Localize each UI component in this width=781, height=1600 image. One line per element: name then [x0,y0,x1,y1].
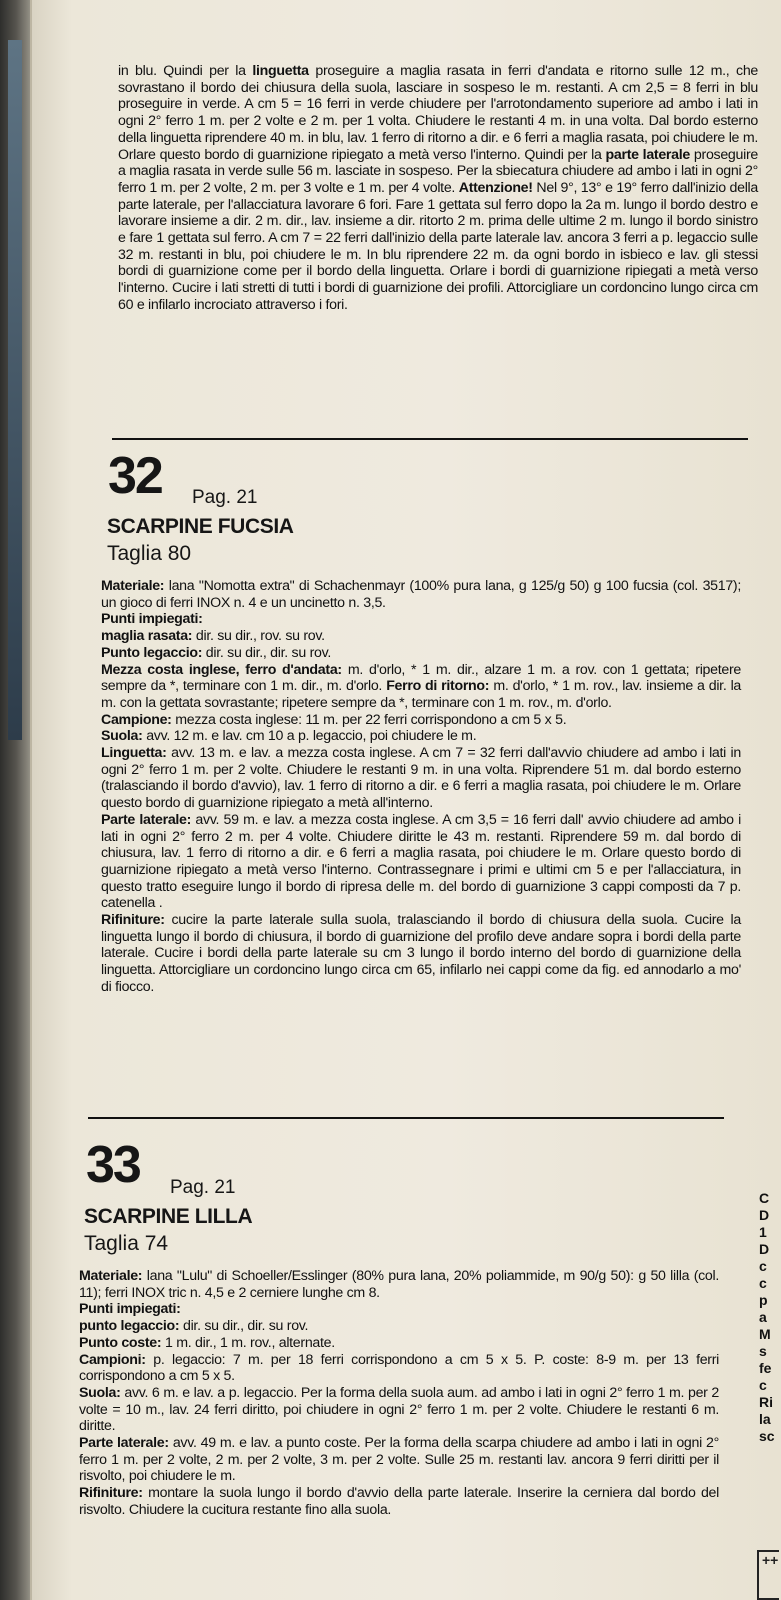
bold-label: Parte laterale: [79,1435,169,1452]
text-run: m. d'orlo, * 1 m. dir., alzare 1 m. a rov. con 1 gettata; ripetere sempre da *, terminare con 1 m. dir., m. d'orlo. [101,661,741,695]
margin-fragment: a [759,1309,767,1325]
bold-label: Campione: [101,711,172,728]
bold-label: Attenzione! [458,179,533,196]
bold-label: Suola: [79,1384,121,1401]
section-33-size: Taglia 74 [84,1232,169,1255]
paragraph [79,1268,719,1301]
text-run: avv. 13 m. e lav. a mezza costa inglese. A cm 7 = 32 ferri dall'avvio chiudere ad ambo i lati in ogni 2° ferro 1 m. per 2 volte. Chiudere le restanti 9 m. in una volta. Riprendere 51 m. dal bordo esterno (tralasciando il bordo d'avvio), lav. 1 ferro di ritorno a dir. e 6 ferri a maglia rasata, poi chiudere le m. Orlare questo bordo di guarnizione ripiegato a metà all'interno. [101,745,741,812]
section-32-title: SCARPINE FUCSIA [107,515,294,538]
text-run: mezza costa inglese: 11 m. per 22 ferri corrispondono a cm 5 x 5. [171,711,567,728]
margin-fragment: fe [759,1360,772,1376]
margin-fragment: s [759,1343,767,1359]
text-run: avv. 6 m. e lav. a p. legaccio. Per la forma della suola aum. ad ambo i lati in ogni 2° ferro 1 m. per 2 volte = 10 m., lav. 24 ferri diritto, poi chiudere in ogni 2° ferro 1 m. per 2 volte. Chiudere le restanti 6 m. diritte. [79,1384,719,1435]
paragraph [101,912,741,996]
margin-fragment: c [759,1275,767,1291]
paragraph [101,812,741,912]
text-run: cucire la parte laterale sulla suola, tralasciando il bordo di chiusura della suola. Cucire la linguetta lungo il bordo di chiusura, il bordo di guarnizione del profilo deve andare sopra i bordi della parte laterale. Cucire i bordi della parte laterale su cm 3 lungo il bordo interno del bordo di guarnizione della linguetta. Attorcigliare un cordoncino lungo circa cm 65, infilarlo nei cappi come da fig. ed annodarlo a mo' di fiocco. [101,912,741,995]
paragraph [101,728,741,745]
bold-label: Punti impiegati: [79,1301,181,1318]
bold-label: linguetta [252,63,309,79]
margin-fragment: D [759,1207,770,1223]
margin-fragment: la [759,1411,771,1427]
text-run: dir. su dir., dir. su rov. [179,1318,309,1335]
margin-fragment: c [759,1377,767,1393]
paragraph [118,63,758,314]
paragraph [101,662,741,712]
section-33-title: SCARPINE LILLA [84,1205,253,1228]
bold-label: Materiale: [79,1268,143,1284]
section-32-number: 32 [108,447,162,505]
text-run: lana "Nomotta extra" di Schachenmayr (100% pura lana, g 125/g 50) g 100 fucsia (col. 3517); un gioco di ferri INOX n. 4 e un uncinetto n. 3,5. [101,578,741,611]
margin-fragment: 1 [759,1224,767,1240]
text-run: m. d'orlo, * 1 m. rov., lav. insieme a dir. la m. con la gettata sovrastante; ripetere sempre da *, terminare con 1 m. rov., m. d'orlo. [101,678,742,711]
paragraph [101,645,741,662]
paragraph [101,712,741,729]
bold-label: Suola: [101,728,143,745]
text-run: dir. su dir., dir. su rov. [202,644,331,661]
paragraph [101,628,741,645]
paragraph [101,745,741,812]
corner-symbol: ++ [757,1550,779,1600]
bold-label: Campioni: [79,1351,146,1368]
text-run: lana "Lulu" di Schoeller/Esslinger (80% pura lana, 20% poliammide, m 90/g 50): g 50 lilla (col. 11); ferri INOX tric n. 4,5 e 2 cerniere lunghe cm 8. [79,1268,719,1301]
right-margin-fragments [759,1190,775,1445]
section-32-page-ref: Pag. 21 [192,487,258,508]
margin-fragment: sc [759,1428,775,1444]
text-run: proseguire a maglia rasata in ferri d'andata e ritorno sulle 12 m., che sovrastano il bordo dei chiusura della suola, lasciare in sospeso le m. restanti. A cm 2,5 = 8 ferri in blu proseguire in verde. A cm 5 = 16 ferri in verde chiudere per l'arrotondamento superiore ad ambo i lati in ogni 2° ferro 1 m. per 2 volte e 2 m. per 1 volta. Chiudere le restanti 4 m. in una volta. Dal bordo esterno della linguetta riprendere 40 m. in blu, lav. 1 ferro di ritorno a dir. e 6 ferri a maglia rasata, poi chiudere le m. Orlare questo bordo di guarnizione ripiegato a metà verso l'interno. Quindi per la [118,63,759,163]
text-run: montare la suola lungo il bordo d'avvio della parte laterale. Inserire la cerniera dal bordo del risvolto. Chiudere la cucitura restante fino alla suola. [79,1485,719,1518]
text-run: p. legaccio: 7 m. per 18 ferri corrispondono a cm 5 x 5. P. coste: 8-9 m. per 13 ferri corrispondono a cm 5 x 5. [79,1351,719,1385]
paragraph [79,1385,719,1435]
bold-label: Punto coste: [79,1334,162,1351]
paragraph [79,1335,719,1352]
margin-fragment: c [759,1258,767,1274]
margin-fragment: C [759,1190,770,1206]
bold-label: Parte laterale: [101,811,192,828]
margin-fragment: p [759,1292,768,1308]
text-run: Nel 9°, 13° e 19° ferro dall'inizio della parte laterale, per l'allacciatura lavorare 6 fori. Fare 1 gettata sul ferro dopo la 2a m. lungo il bordo destro e lavorare insieme a dir. 2 m. dir., lav. insieme a dir. ritorto 2 m. prima delle ultime 2 m. lungo il bordo sinistro e fare 1 gettata sul ferro. A cm 7 = 22 ferri dall'inizio della parte laterale lav. ancora 3 ferri a p. legaccio sulle 32 m. restanti in blu, poi chiudere le m. In blu riprendere 22 m. da ogni bordo in isbieco e lav. gli stessi bordi di guarnizione come per il bordo della linguetta. Orlare i bordi di guarnizione ripiegati a metà verso l'interno. Cucire i lati stretti di tutti i bordi di guarnizione dei profili. Attorcigliare un cordoncino lungo circa cm 60 e infilarlo incrociato attraverso i fori. [118,179,758,313]
bold-label: Mezza costa inglese, ferro d'andata: [101,661,342,678]
text-run: avv. 12 m. e lav. cm 10 a p. legaccio, poi chiudere le m. [142,728,477,745]
section-33-number: 33 [86,1136,140,1194]
bold-label: Materiale: [101,578,165,594]
bold-label: Rifiniture: [79,1485,143,1502]
top-section-text [118,63,758,314]
text-run: in blu. Quindi per la [118,63,253,79]
text-run: avv. 49 m. e lav. a punto coste. Per la forma della scarpa chiudere ad ambo i lati in ogni 2° ferro 1 m. per 2 volte, 2 m. per 2 volte, 3 m. per 2 volte. Sulle 25 m. restanti lav. ancora 9 ferri diritti per il risvolto, poi chiudere le m. [79,1435,719,1485]
paragraph [79,1301,719,1318]
paragraph [79,1352,719,1385]
paragraph [79,1318,719,1335]
bold-label: maglia rasata: [101,628,193,645]
text-run: 1 m. dir., 1 m. rov., alternate. [161,1334,335,1351]
paragraph [79,1485,719,1518]
section-32-size: Taglia 80 [107,542,192,565]
bold-label: Punti impiegati: [101,611,203,628]
margin-fragment: M [759,1326,771,1342]
section-33-body [79,1268,719,1519]
paragraph [101,578,741,611]
margin-fragment: D [759,1241,770,1257]
section-32-body [101,578,741,996]
section-divider [88,1117,724,1119]
text-run: proseguire a maglia rasata in verde sulle 56 m. lasciate in sospeso. Per la sbiecatura chiudere ad ambo i lati in ogni 2° ferro 1 m. per 2 volte, 2 m. per 3 volte e 1 m. per 4 volte. [118,146,758,196]
adjacent-page-edge [8,40,22,740]
bold-label: parte laterale [605,146,690,163]
text-run: dir. su dir., rov. su rov. [192,628,325,645]
text-run: avv. 59 m. e lav. a mezza costa inglese. A cm 3,5 = 16 ferri dall' avvio chiudere ad ambo i lati in ogni 2° ferro 2 m. per 4 volte. Chiudere diritte le 43 m. restanti. Riprendere 59 m. dal bordo di chiusura, lav. 1 ferro di ritorno a dir. e 6 ferri a maglia rasata, poi chiudere le m. Orlare questo bordo di guarnizione ripiegato a metà verso l'interno. Contrassegnare i primi e ultimi cm 5 e per l'allacciatura, in questo tratto eseguire lungo il bordo di ripresa delle m. del bordo di guarnizione 3 cappi composti da 7 p. catenella . [101,811,741,912]
bold-label: Ferro di ritorno: [386,678,490,695]
section-33-page-ref: Pag. 21 [170,1177,236,1198]
bold-label: punto legaccio: [79,1318,180,1335]
bold-label: Rifiniture: [101,912,165,929]
bold-label: Punto legaccio: [101,644,203,661]
margin-fragment: Ri [759,1394,773,1410]
bold-label: Linguetta: [101,745,167,762]
paragraph [101,611,741,628]
section-divider [112,438,748,440]
paragraph [79,1435,719,1485]
